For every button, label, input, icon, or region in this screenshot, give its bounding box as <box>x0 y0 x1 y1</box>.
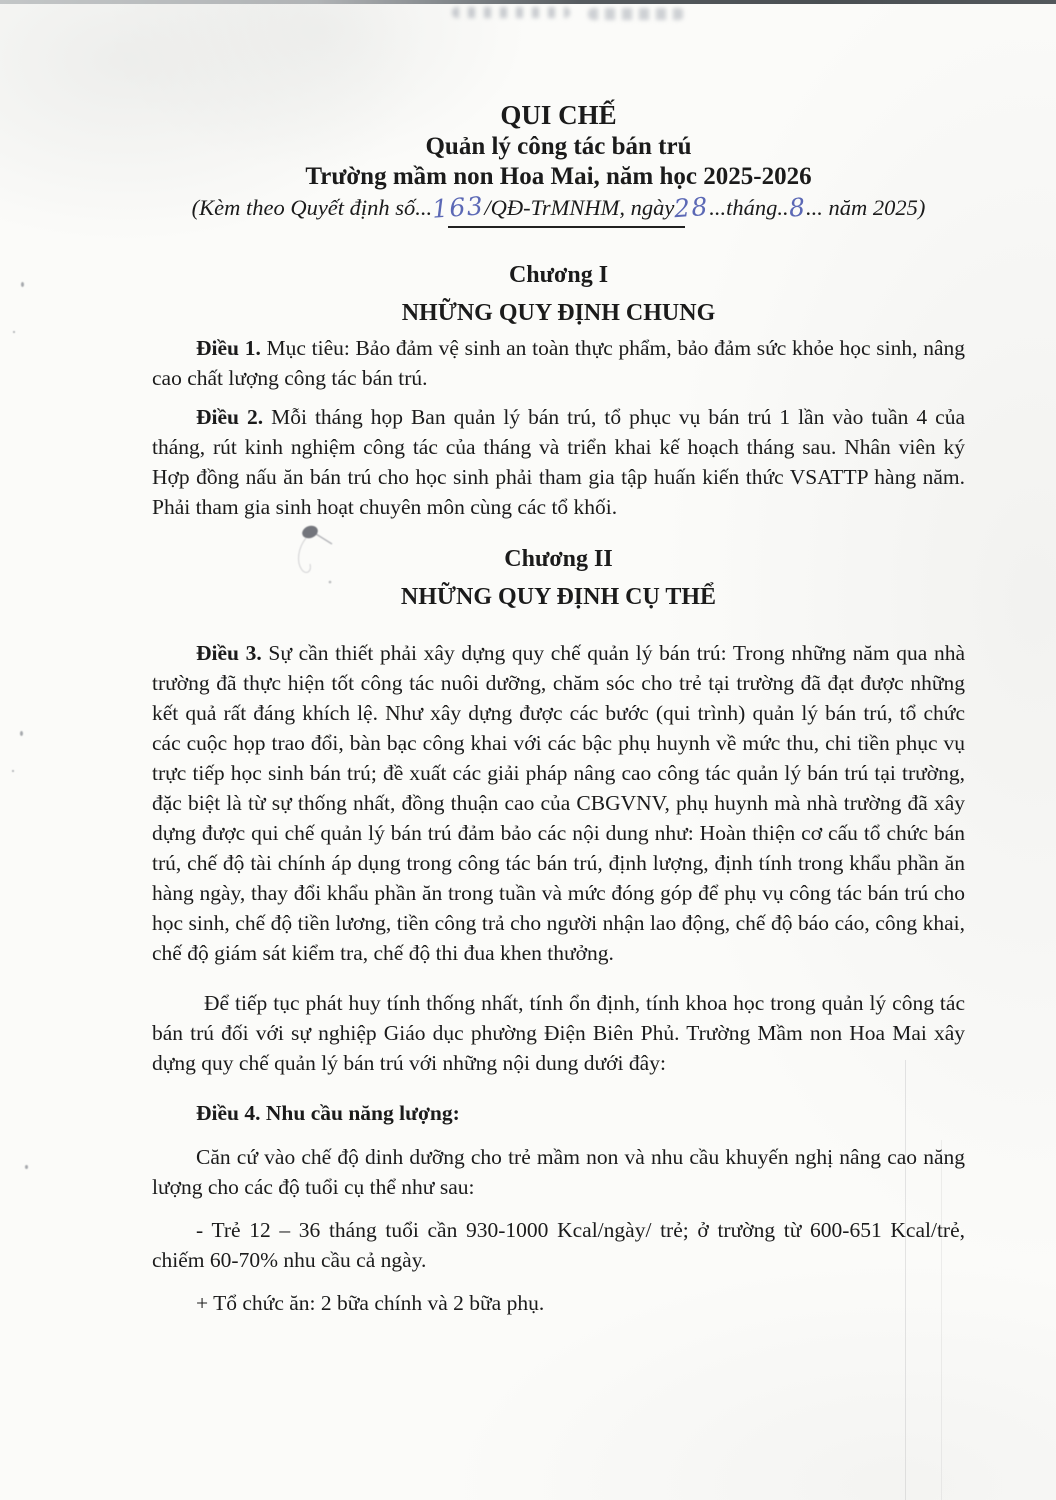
margin-speck <box>25 1165 28 1169</box>
article-4-paragraph: Căn cứ vào chế độ dinh dưỡng cho trẻ mầm non và nhu cầu khuyến nghị nâng cao năng lượng cho các độ tuổi cụ thể như sau: <box>152 1145 965 1199</box>
doc-school-year-line: Trường mầm non Hoa Mai, năm học 2025-2026 <box>305 163 812 190</box>
decree-text-4: ... năm 2025) <box>806 195 926 220</box>
decree-text-1: (Kèm theo Quyết định số... <box>191 195 433 220</box>
doc-subtitle: Quản lý công tác bán trú <box>425 133 692 160</box>
title-block <box>152 0 965 228</box>
decree-number-handwritten: 163 <box>431 191 486 224</box>
doc-title: QUI CHẾ <box>500 100 617 130</box>
article-3 <box>152 638 965 968</box>
article-4-heading: Điều 4. Nhu cầu năng lượng: <box>196 1101 460 1125</box>
article-2 <box>152 402 965 522</box>
decree-text-2: /QĐ-TrMNHM, ngày <box>484 195 675 220</box>
article-3-label: Điều 3. <box>196 641 262 665</box>
intro-paragraph: Để tiếp tục phát huy tính thống nhất, tính ổn định, tính khoa học trong quản lý công tác bán trú đối với sự nghiệp Giáo dục phường Điện Biên Phủ. Trường Mầm non Hoa Mai xây dựng quy chế quản lý bán trú với những nội dung dưới đây: <box>152 991 965 1075</box>
chapter-1-heading: Chương I <box>508 262 609 288</box>
article-2-label: Điều 2. <box>196 405 264 429</box>
decree-month-handwritten: 8 <box>787 192 808 223</box>
margin-speck <box>13 331 15 333</box>
article-4-paragraph: + Tổ chức ăn: 2 bữa chính và 2 bữa phụ. <box>196 1291 545 1315</box>
article-1 <box>152 333 965 393</box>
title-underline <box>448 226 685 228</box>
article-2-text: Mỗi tháng họp Ban quản lý bán trú, tổ phục vụ bán trú 1 lần vào tuần 4 của tháng, rút kinh nghiệm công tác của tháng và triển khai kế hoạch tháng sau. Nhân viên ký Hợp đồng nấu ăn bán trú cho học sinh phải tham gia tập huấn kiến thức VSATTP hàng năm. Phải tham gia sinh hoạt chuyên môn cùng các tổ khối. <box>152 405 965 519</box>
article-4-paragraph: - Trẻ 12 – 36 tháng tuổi cần 930-1000 Kcal/ngày/ trẻ; ở trường từ 600-651 Kcal/trẻ, chiếm 60-70% nhu cầu cả ngày. <box>152 1218 965 1272</box>
article-3-text: Sự cần thiết phải xây dựng quy chế quản lý bán trú: Trong những năm qua nhà trường đã thực hiện tốt công tác nuôi dưỡng, chăm sóc cho trẻ tại trường đã đạt được những kết quả rất đáng khích lệ. Như xây dựng được các bước (qui trình) quản lý bán trú, tổ chức các cuộc họp trao đổi, bàn bạc công khai với các bậc phụ huynh về mức thu, chi tiền phục vụ trực tiếp học sinh bán trú; đề xuất các giải pháp nâng cao công tác quản lý bán trú tại trường, đặc biệt là từ sự thống nhất, đồng thuận cao của CBGVNV, phụ huynh mà nhà trường đã xây dựng được qui chế quản lý bán trú đảm bảo các nội dung như: Hoàn thiện cơ cấu tổ chức bán trú, chế độ tài chính áp dụng trong công tác bán trú, định lượng, định tính trong khẩu phần ăn hàng ngày, thay đổi khẩu phần ăn trong tuần và mức đóng góp để phụ vụ công tác bán trú cho học sinh, chế độ tiền lương, tiền công trả cho người nhận lao động, chế độ báo cáo, công khai, chế độ giám sát kiểm tra, chế độ thi đua khen thưởng. <box>152 641 966 965</box>
chapter-1-subheading: NHỮNG QUY ĐỊNH CHUNG <box>401 300 716 326</box>
article-1-text: Mục tiêu: Bảo đảm vệ sinh an toàn thực phẩm, bảo đảm sức khỏe học sinh, nâng cao chất lượng công tác bán trú. <box>152 336 965 390</box>
chapter-2-heading: Chương II <box>504 546 613 572</box>
decree-text-3: ...tháng.. <box>709 195 789 220</box>
margin-speck <box>21 282 24 287</box>
chapter-2-subheading: NHỮNG QUY ĐỊNH CỤ THỂ <box>400 584 717 610</box>
margin-speck <box>20 731 23 736</box>
decree-reference-line <box>152 192 965 223</box>
decree-day-handwritten: 28 <box>673 191 711 224</box>
article-1-label: Điều 1. <box>196 336 261 360</box>
margin-speck <box>12 770 14 772</box>
document <box>152 0 965 1318</box>
